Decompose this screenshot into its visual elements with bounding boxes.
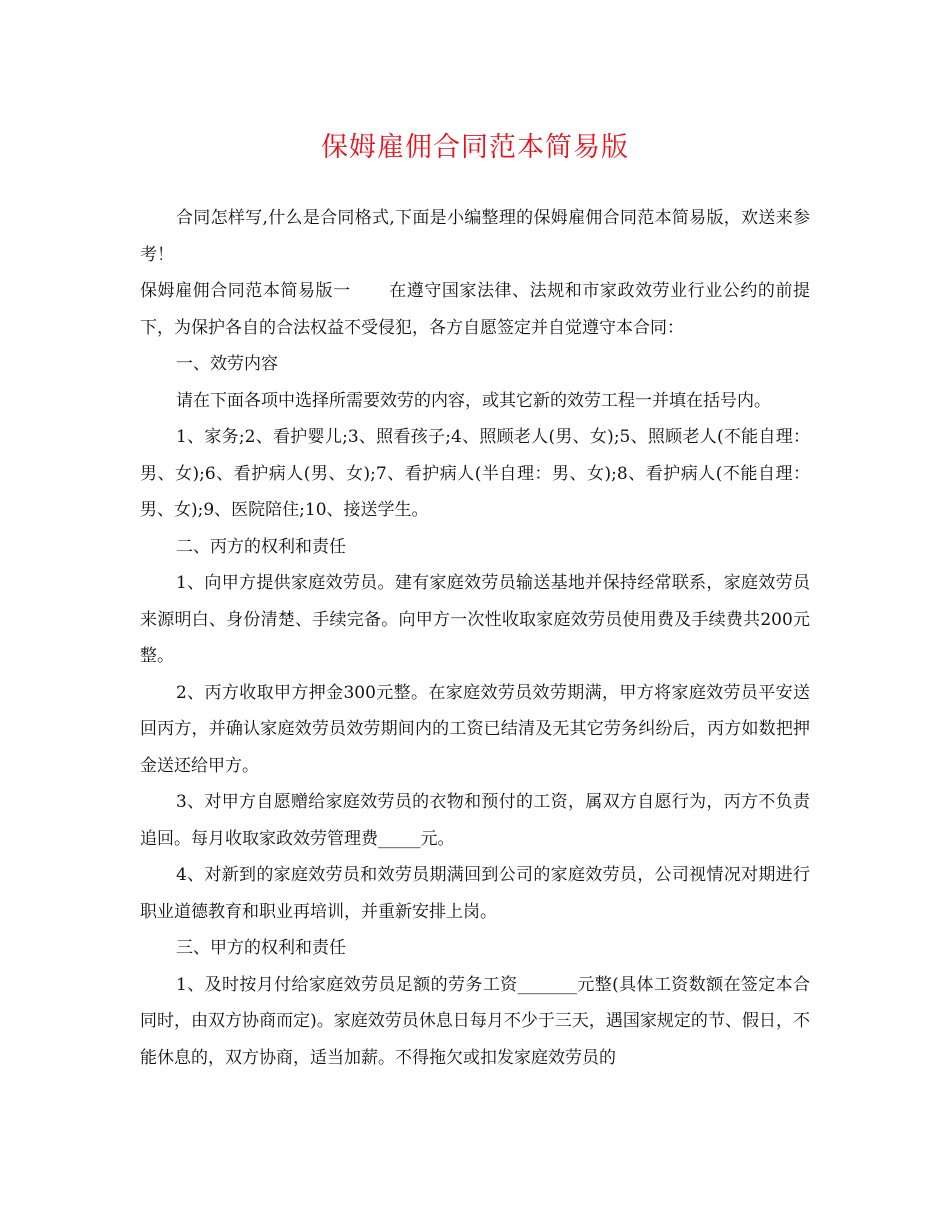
section-1-title: 一、效劳内容 (176, 354, 278, 374)
section-3-paragraph-1: 1、及时按月付给家庭效劳员足额的劳务工资_______元整(具体工资数额在签定本合同时，由双方协商而定)。家庭效劳员休息日每月不少于三天，遇国家规定的节、假日，不能休息的，双方协商，适当加薪。不得拖欠或扣发家庭效劳员的 (140, 974, 810, 1068)
section-1-paragraph-1: 请在下面各项中选择所需要效劳的内容，或其它新的效劳工程一并填在括号内。 (176, 390, 771, 411)
section-1-paragraph-2: 1、家务;2、看护婴儿;3、照看孩子;4、照顾老人(男、女);5、照顾老人(不能自理：男、女);6、看护病人(男、女);7、看护病人(半自理：男、女);8、看护病人(不能自理：男、女);9、医院陪住;10、接送学生。 (140, 427, 810, 520)
document-body (140, 200, 810, 1076)
section-3-title: 三、甲方的权利和责任 (176, 938, 346, 958)
section-2-paragraph-2: 2、丙方收取甲方押金300元整。在家庭效劳员效劳期满，甲方将家庭效劳员平安送回丙方，并确认家庭效劳员效劳期间内的工资已结清及无其它劳务纠纷后，丙方如数把押金送还给甲方。 (140, 682, 810, 776)
section-2-paragraph-1: 1、向甲方提供家庭效劳员。建有家庭效劳员输送基地并保持经常联系，家庭效劳员来源明白、身份清楚、手续完备。向甲方一次性收取家庭效劳员使用费及手续费共200元整。 (140, 573, 810, 666)
document-title: 保姆雇佣合同范本简易版 (321, 132, 629, 163)
contract-subheading: 保姆雇佣合同范本简易版一 (140, 281, 351, 301)
section-2-paragraph-3: 3、对甲方自愿赠给家庭效劳员的衣物和预付的工资，属双方自愿行为，丙方不负责追回。每月收取家政效劳管理费_____元。 (140, 792, 810, 849)
section-2-paragraph-4: 4、对新到的家庭效劳员和效劳员期满回到公司的家庭效劳员，公司视情况对期进行职业道德教育和职业再培训，并重新安排上岗。 (140, 865, 810, 922)
preamble-text: 在遵守国家法律、法规和市家政效劳业行业公约的前提下，为保护各自的合法权益不受侵犯，各方自愿签定并自觉遵守本合同： (140, 281, 811, 338)
preamble-paragraph (140, 273, 810, 346)
intro-paragraph: 合同怎样写,什么是合同格式,下面是小编整理的保姆雇佣合同范本简易版，欢送来参考！ (140, 208, 810, 265)
section-2-title: 二、丙方的权利和责任 (176, 536, 346, 557)
